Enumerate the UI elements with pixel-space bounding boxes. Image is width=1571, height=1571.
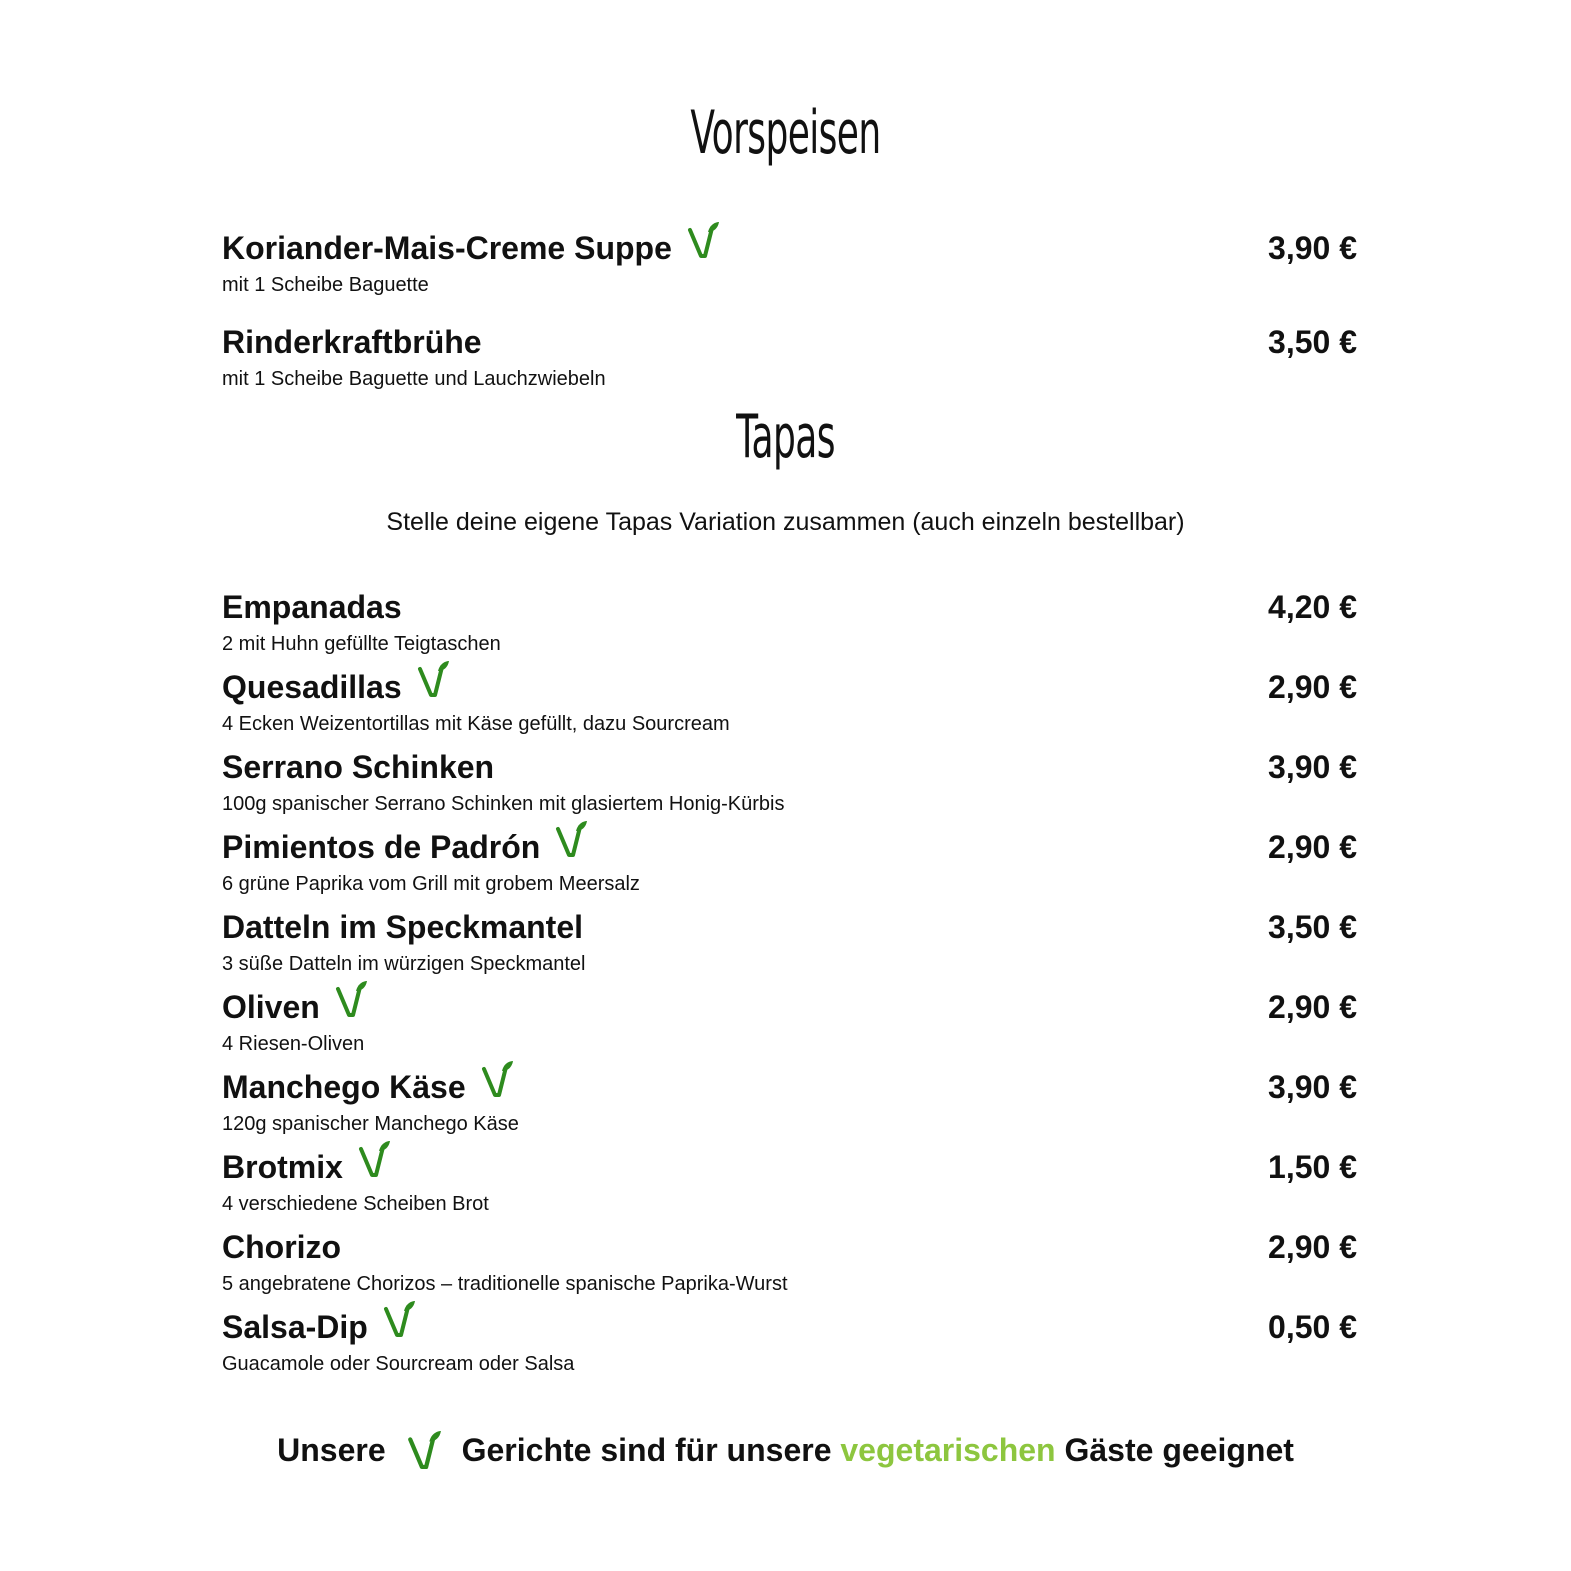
vegetarian-footer-note [0,1428,1571,1472]
menu-item [222,587,1357,663]
menu-item-name [222,587,402,627]
menu-item-name [222,667,450,707]
vegetarian-leaf-v-icon [334,979,368,1019]
menu-item-price: 0,50 € [1268,1309,1357,1345]
menu-item-price: 3,50 € [1268,324,1357,360]
menu-item [222,987,1357,1063]
menu-item-name [222,1147,391,1187]
menu-item [222,1307,1357,1383]
menu-item-name-text: Koriander-Mais-Creme Suppe [222,230,672,266]
footer-text-1: Unsere [277,1432,386,1468]
menu-item-description: 4 verschiedene Scheiben Brot [222,1193,489,1215]
menu-item-price: 4,20 € [1268,589,1357,625]
vorspeisen-heading: Vorspeisen [690,98,881,168]
menu-item-name-text: Empanadas [222,589,402,625]
vegetarian-leaf-v-icon [686,220,720,260]
menu-item-name-text: Manchego Käse [222,1069,466,1105]
menu-item-description: mit 1 Scheibe Baguette und Lauchzwiebeln [222,368,606,390]
menu-item-name [222,827,588,867]
menu-item-price: 2,90 € [1268,989,1357,1025]
footer-text-3: Gäste geeignet [1064,1432,1294,1468]
menu-item-description: Guacamole oder Sourcream oder Salsa [222,1353,575,1375]
vegetarian-leaf-v-icon [554,819,588,859]
menu-item-description: 5 angebratene Chorizos – traditionelle spanische Paprika-Wurst [222,1273,788,1295]
tapas-heading: Tapas [736,402,835,472]
menu-item-name-text: Rinderkraftbrühe [222,324,482,360]
menu-item-description: 120g spanischer Manchego Käse [222,1113,519,1135]
vegetarian-leaf-v-icon [357,1139,391,1179]
menu-item-name [222,228,720,268]
menu-item-description: 3 süße Datteln im würzigen Speckmantel [222,953,586,975]
menu-item-name [222,1307,416,1347]
menu-item-price: 3,50 € [1268,909,1357,945]
menu-item-name-text: Pimientos de Padrón [222,829,541,865]
menu-item-name-text: Serrano Schinken [222,749,495,785]
menu-item-description: 2 mit Huhn gefüllte Teigtaschen [222,633,501,655]
menu-item-name-text: Chorizo [222,1229,342,1265]
menu-item [222,1147,1357,1223]
menu-item-name-text: Brotmix [222,1149,343,1185]
menu-item-price: 2,90 € [1268,1229,1357,1265]
footer-highlight: vegetarischen [840,1432,1056,1468]
vegetarian-leaf-v-icon [382,1299,416,1339]
menu-item [222,1227,1357,1303]
menu-item-price: 3,90 € [1268,749,1357,785]
menu-item-description: 6 grüne Paprika vom Grill mit grobem Meersalz [222,873,640,895]
menu-item-name [222,747,494,787]
menu-item-name-text: Oliven [222,989,320,1025]
menu-item-price: 1,50 € [1268,1149,1357,1185]
menu-item [222,667,1357,743]
menu-item-description: 4 Riesen-Oliven [222,1033,365,1055]
vegetarian-leaf-v-icon [406,1428,442,1472]
menu-item-description: 4 Ecken Weizentortillas mit Käse gefüllt, dazu Sourcream [222,713,730,735]
menu-item [222,747,1357,823]
menu-item-price: 3,90 € [1268,230,1357,266]
menu-item-name-text: Datteln im Speckmantel [222,909,583,945]
menu-item-name-text: Quesadillas [222,669,402,705]
menu-item-name [222,1227,341,1267]
tapas-subtitle: Stelle deine eigene Tapas Variation zusammen (auch einzeln bestellbar) [386,508,1185,536]
menu-item-name [222,322,482,362]
menu-item-name-text: Salsa-Dip [222,1309,368,1345]
menu-item-price: 2,90 € [1268,669,1357,705]
menu-item-name [222,907,583,947]
footer-text-2: Gerichte sind für unsere [461,1432,832,1468]
menu-item [222,827,1357,903]
menu-item-description: 100g spanischer Serrano Schinken mit glasiertem Honig-Kürbis [222,793,785,815]
menu-item [222,907,1357,983]
menu-item-description: mit 1 Scheibe Baguette [222,274,429,296]
menu-item-price: 3,90 € [1268,1069,1357,1105]
menu-item-price: 2,90 € [1268,829,1357,865]
menu-item [222,1067,1357,1143]
vegetarian-leaf-v-icon [416,659,450,699]
menu-item-name [222,1067,514,1107]
menu-item-name [222,987,368,1027]
vegetarian-leaf-v-icon [480,1059,514,1099]
menu-item [222,228,1357,304]
menu-item [222,322,1357,398]
